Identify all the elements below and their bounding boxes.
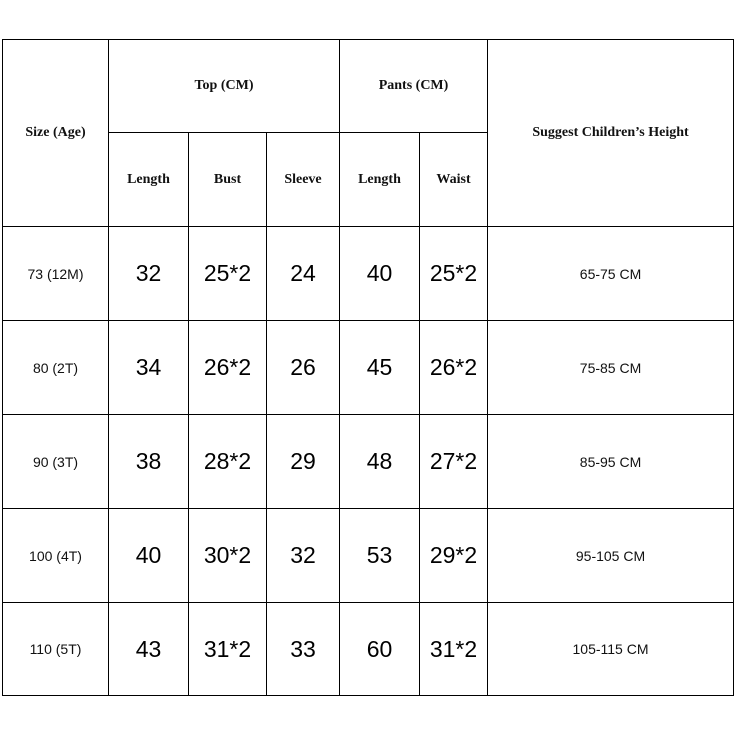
size-cell: 100 (4T)	[3, 509, 109, 603]
table-row	[3, 415, 734, 509]
waist-cell: 26*2	[420, 321, 488, 415]
sleeve-cell: 33	[267, 603, 340, 696]
sleeve-header: Sleeve	[267, 133, 340, 227]
height-cell: 95-105 CM	[488, 509, 734, 603]
size-cell: 110 (5T)	[3, 603, 109, 696]
bust-cell: 25*2	[189, 227, 267, 321]
bust-cell: 30*2	[189, 509, 267, 603]
size-chart-table	[2, 39, 734, 696]
size-age-header: Size (Age)	[3, 40, 109, 227]
waist-cell: 27*2	[420, 415, 488, 509]
bust-cell: 26*2	[189, 321, 267, 415]
top-length-cell: 34	[109, 321, 189, 415]
waist-cell: 29*2	[420, 509, 488, 603]
height-cell: 105-115 CM	[488, 603, 734, 696]
top-length-cell: 38	[109, 415, 189, 509]
table-row	[3, 321, 734, 415]
waist-header: Waist	[420, 133, 488, 227]
top-length-cell: 32	[109, 227, 189, 321]
bust-header: Bust	[189, 133, 267, 227]
header-row-group	[3, 40, 734, 133]
sleeve-cell: 32	[267, 509, 340, 603]
waist-cell: 31*2	[420, 603, 488, 696]
size-cell: 90 (3T)	[3, 415, 109, 509]
bust-cell: 28*2	[189, 415, 267, 509]
height-header: Suggest Children’s Height	[488, 40, 734, 227]
pants-length-cell: 48	[340, 415, 420, 509]
top-group-header: Top (CM)	[109, 40, 340, 133]
pants-length-cell: 40	[340, 227, 420, 321]
height-cell: 65-75 CM	[488, 227, 734, 321]
table-row	[3, 509, 734, 603]
pants-length-cell: 45	[340, 321, 420, 415]
top-length-header: Length	[109, 133, 189, 227]
pants-group-header: Pants (CM)	[340, 40, 488, 133]
pants-length-header: Length	[340, 133, 420, 227]
bust-cell: 31*2	[189, 603, 267, 696]
size-cell: 80 (2T)	[3, 321, 109, 415]
top-length-cell: 43	[109, 603, 189, 696]
pants-length-cell: 60	[340, 603, 420, 696]
height-cell: 75-85 CM	[488, 321, 734, 415]
waist-cell: 25*2	[420, 227, 488, 321]
size-cell: 73 (12M)	[3, 227, 109, 321]
table-row	[3, 603, 734, 696]
sleeve-cell: 26	[267, 321, 340, 415]
height-cell: 85-95 CM	[488, 415, 734, 509]
pants-length-cell: 53	[340, 509, 420, 603]
top-length-cell: 40	[109, 509, 189, 603]
table-row	[3, 227, 734, 321]
sleeve-cell: 24	[267, 227, 340, 321]
sleeve-cell: 29	[267, 415, 340, 509]
